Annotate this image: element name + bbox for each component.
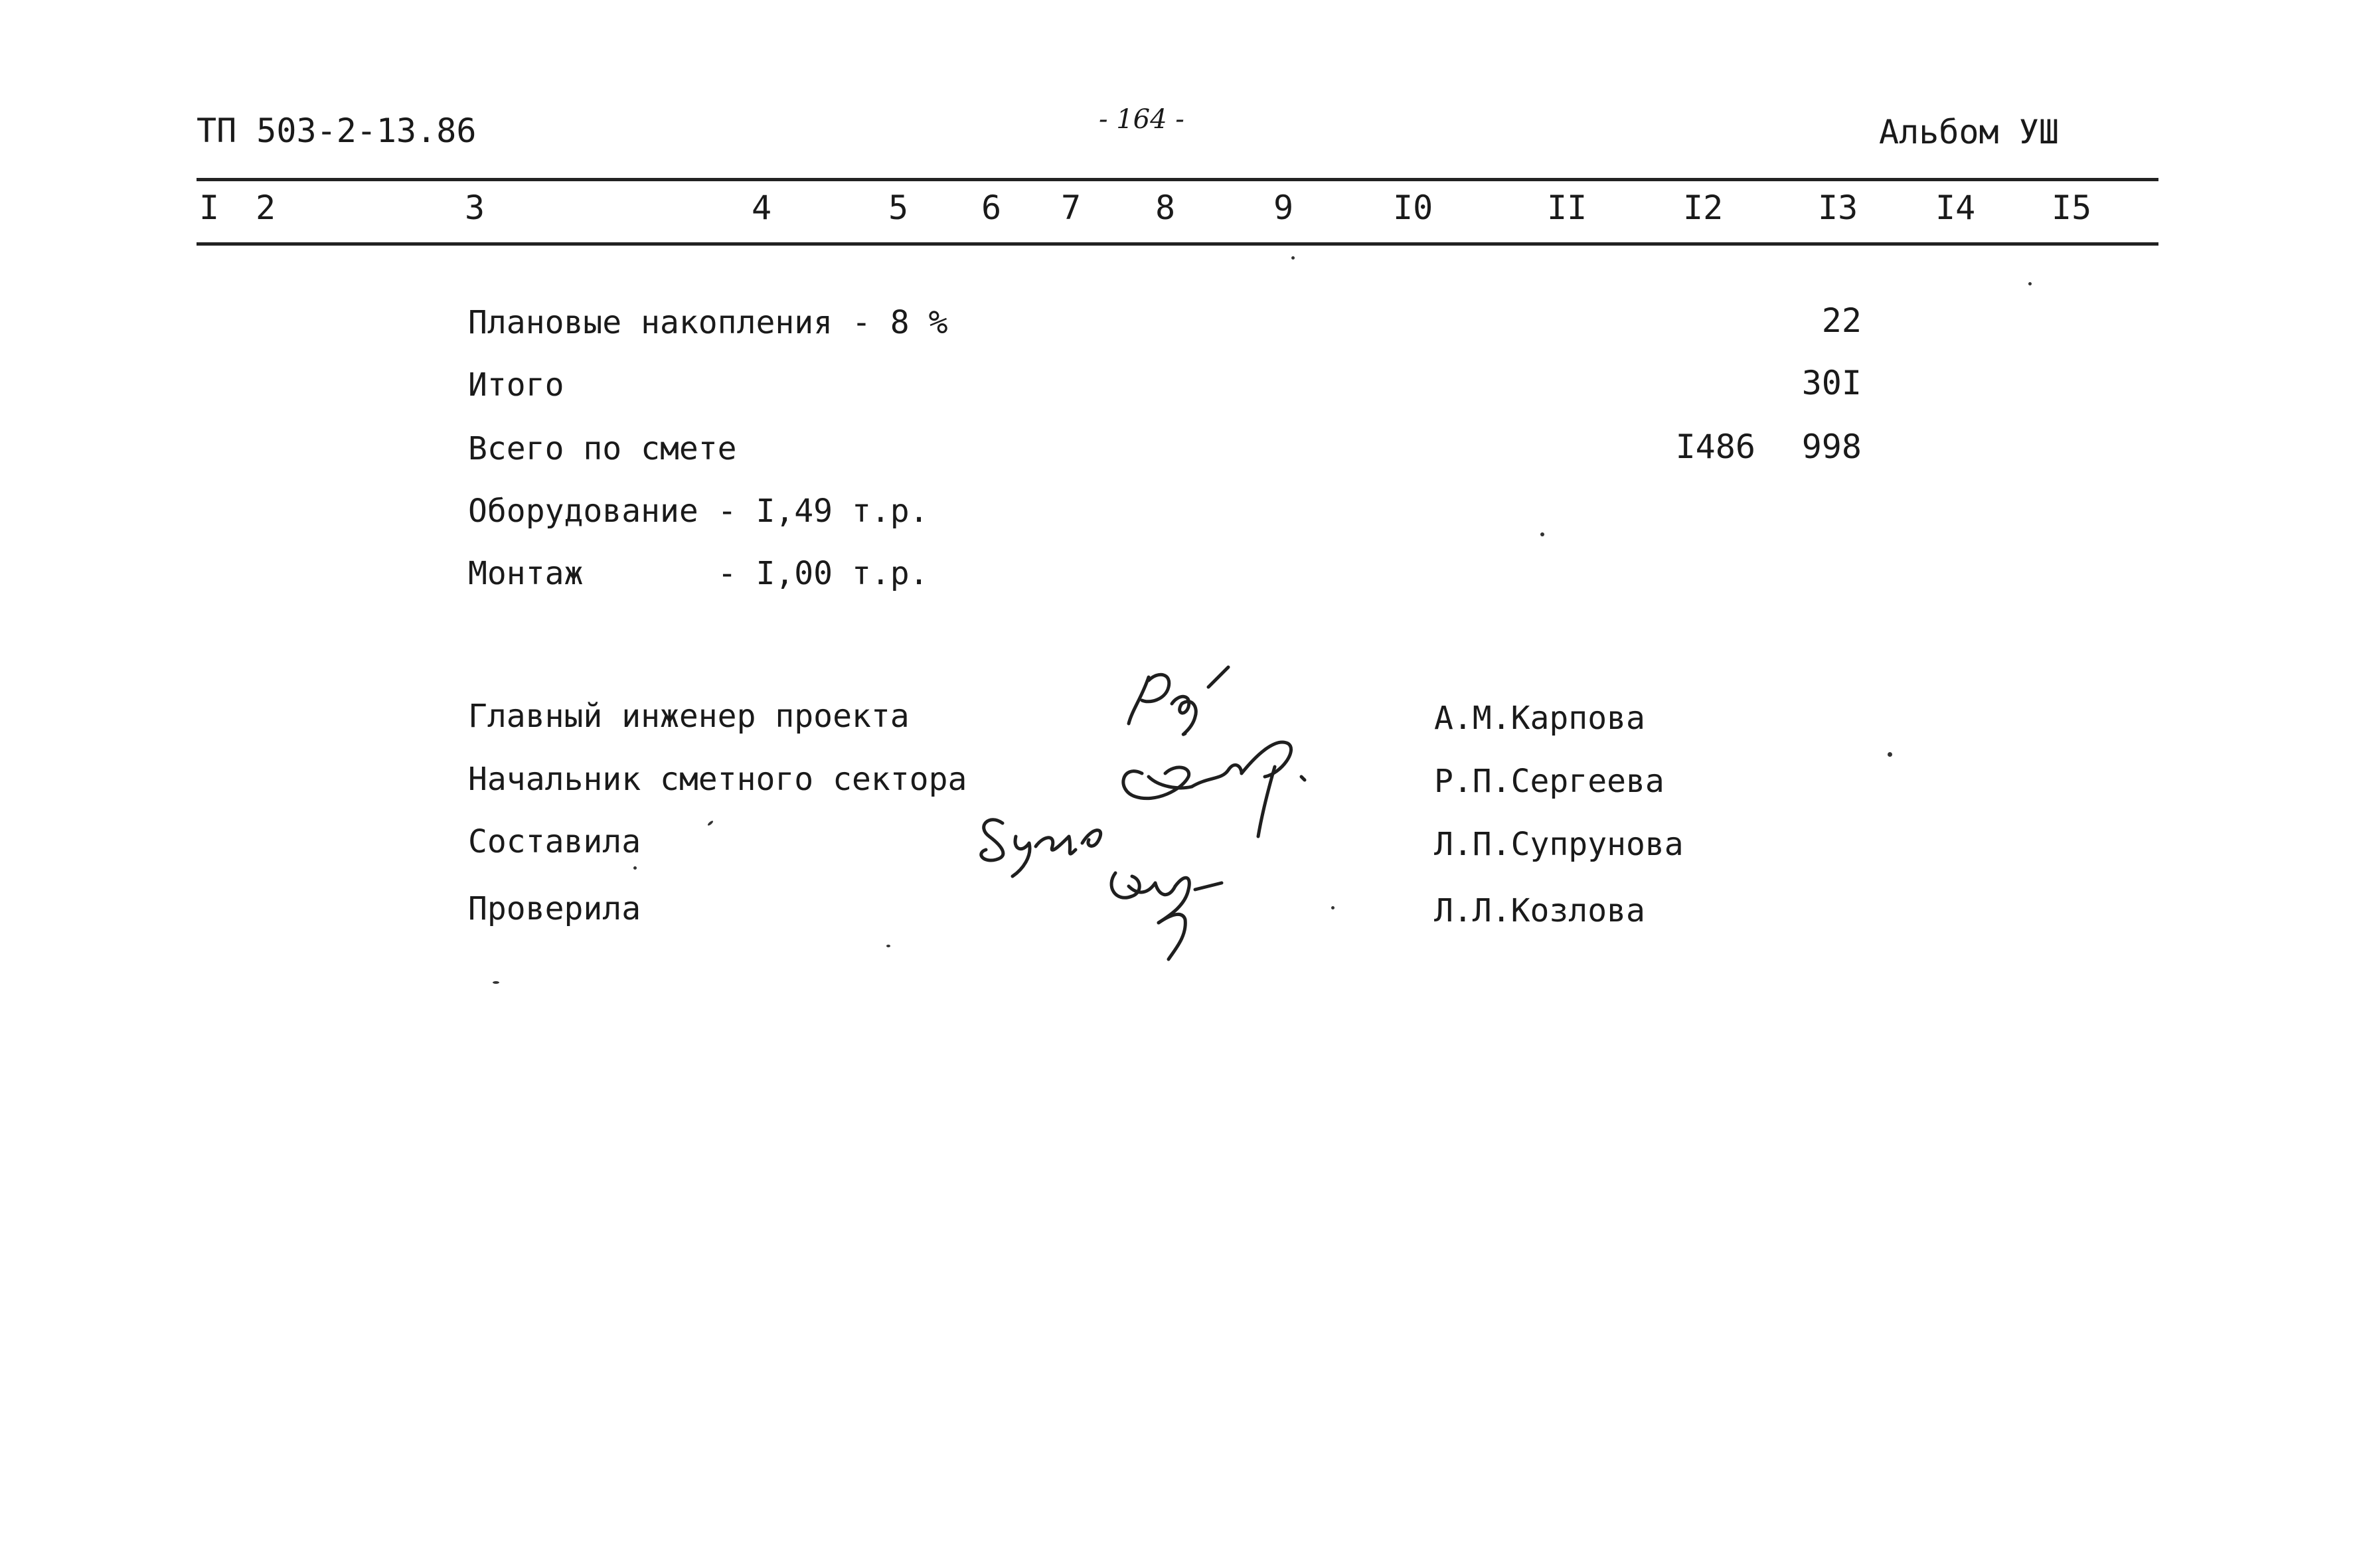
column-number: 9 — [1273, 189, 1294, 227]
album-label: Альбом УШ — [1879, 113, 2059, 151]
column-number: 4 — [752, 189, 772, 227]
column-number: I0 — [1393, 189, 1433, 227]
column-number: 2 — [256, 189, 276, 227]
column-number: I — [199, 189, 220, 227]
scan-speck — [707, 820, 714, 826]
signatory-name: А.М.Карпова — [1434, 700, 1645, 737]
scan-speck — [1888, 752, 1892, 757]
column-number: 3 — [465, 189, 485, 227]
signatory-role: Начальник сметного сектора — [468, 761, 967, 798]
row-label: Плановые накопления - 8 % — [468, 304, 948, 341]
signatory-role: Главный инженер проекта — [468, 698, 910, 735]
signatory-name: Л.П.Супрунова — [1434, 826, 1684, 863]
row-col13-value: 22 — [1821, 301, 1862, 340]
column-number: 5 — [888, 189, 909, 227]
signature-head-of-sector — [1123, 742, 1305, 836]
column-number: 8 — [1155, 189, 1176, 227]
signature-chief-engineer — [1129, 667, 1228, 734]
scan-speck — [493, 981, 499, 984]
row-col13-value: 30I — [1801, 364, 1862, 402]
scan-speck — [886, 945, 890, 947]
column-number: I2 — [1683, 189, 1724, 227]
row-label: Оборудование - I,49 т.р. — [468, 493, 929, 530]
scan-speck — [1331, 906, 1335, 909]
page-number: - 164 - — [1099, 104, 1184, 135]
handwritten-signatures — [930, 657, 1408, 989]
signatory-name: Р.П.Сергеева — [1434, 763, 1664, 800]
row-label: Монтаж - I,00 т.р. — [468, 555, 929, 592]
scan-speck — [1291, 256, 1295, 260]
row-col12-value: I486 — [1675, 428, 1755, 466]
column-number: II — [1547, 189, 1587, 227]
signatory-role: Составила — [468, 823, 641, 860]
signature-compiler — [981, 820, 1101, 876]
scan-speck — [633, 866, 637, 870]
column-number: I5 — [2052, 189, 2092, 227]
scan-speck — [1540, 532, 1544, 536]
doc-code: ТП 503-2-13.86 — [197, 112, 477, 150]
row-label: Итого — [468, 366, 564, 404]
column-number: I3 — [1818, 189, 1858, 227]
signatory-role: Проверила — [468, 890, 641, 927]
signature-checker — [1111, 873, 1222, 959]
table-top-rule — [197, 178, 2158, 181]
column-number: 7 — [1061, 189, 1082, 227]
row-label: Всего по смете — [468, 430, 737, 467]
table-header-bottom-rule — [197, 242, 2158, 246]
signatory-name: Л.Л.Козлова — [1434, 892, 1645, 929]
scan-speck — [2028, 282, 2032, 285]
row-col13-value: 998 — [1801, 428, 1862, 466]
column-number: 6 — [981, 189, 1002, 227]
column-number: I4 — [1935, 189, 1976, 227]
